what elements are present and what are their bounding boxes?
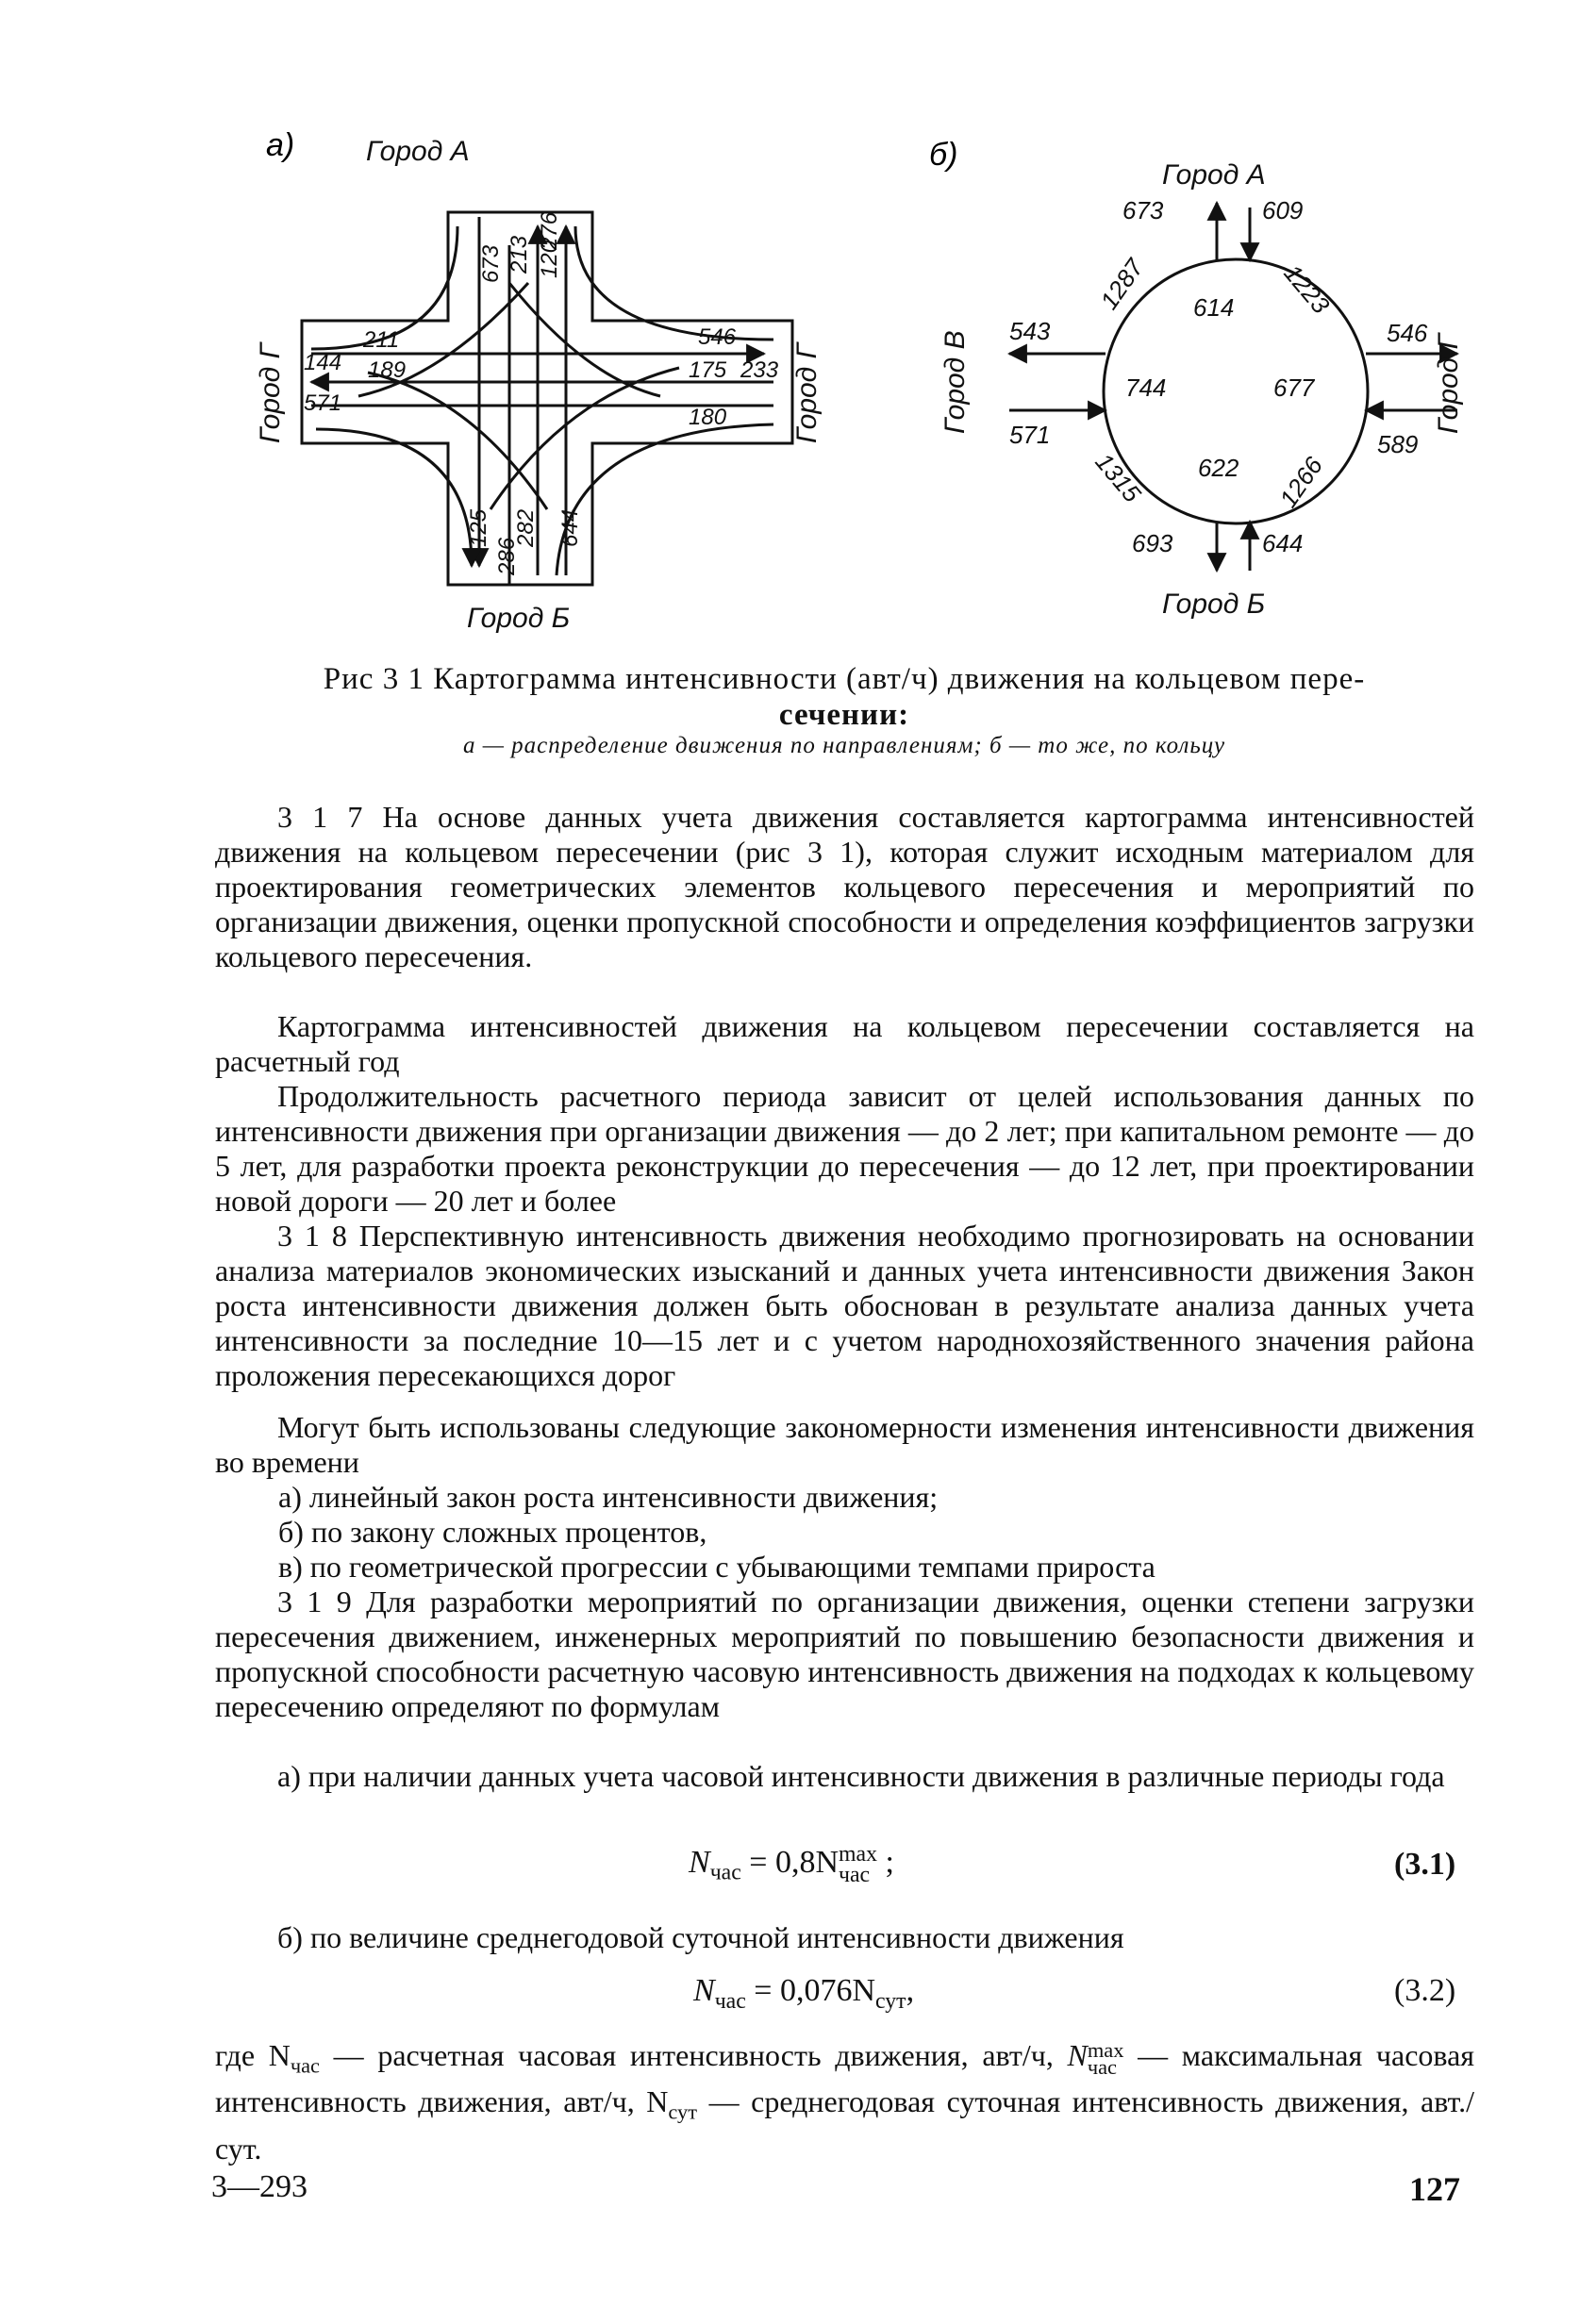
paragraph-mogut: Могут быть использованы следующие закономерности изменения интенсивности движения во времени [215,1410,1474,1479]
left-bottom-value: 282 [513,508,539,547]
paragraph-prodolzhitelnost: Продолжительность расчетного периода зависит от целей использования данных по интенсивности движения при организации движения — до 2 лет; при капитальном ремонте — до 5 лет, для разработки проекта реконструкции до пересечения — до 12 лет, при проектировании новой дороги — 20 лет и более [215,1079,1474,1218]
right-right-in: 589 [1377,430,1419,458]
right-left-out: 543 [1009,317,1051,345]
paragraph-where: где $N_{час}$ — расчетная часовая интенсивность движения, авт/ч, N max час — максимальная часовая интенсивность движения, авт/ч, $N_{сут}$ — среднегодовая суточная интенсивность движения, авт./сут. [215,2037,1475,2166]
figure-3-1 [0,0,1596,641]
right-city-top: Город А [1162,159,1266,191]
right-city-right: Город Г [1433,334,1464,434]
formula-3-2: $N_{час} = 0,076N_{сут}$, [693,1973,915,2014]
ring-se: 1266 [1273,451,1329,513]
ring-sw: 1315 [1089,447,1147,508]
left-city-left: Город Г [255,343,286,443]
figure-label-b: б) [929,137,958,173]
list-item-b: б) по закону сложных процентов, [278,1515,707,1549]
page-number: 127 [1409,2170,1460,2208]
inner-left: 744 [1125,373,1167,402]
left-top-value: 213 [507,235,532,274]
left-right-value: 546 [698,324,737,350]
left-right-value: 180 [689,405,727,430]
inner-top: 614 [1193,293,1235,322]
inner-bottom: 622 [1198,454,1239,482]
right-bottom-out: 693 [1132,529,1173,557]
left-right-value: 175 [689,357,727,383]
list-item-a: а) линейный закон роста интенсивности движения; [278,1480,939,1514]
figure-caption-line1: Рис 3 1 Картограмма интенсивности (авт/ч) движения на кольцевом пере- [323,662,1366,696]
paragraph-3-1-9: 3 1 9 Для разработки мероприятий по организации движения, оценки степени загрузки пересечения движением, инженерных мероприятий по повышению безопасности движения и пропускной способности расчетную часовую интенсивность движения на подходах к кольцевому пересечению определяют по формулам [215,1585,1474,1723]
formula-3-1: $N_{час} = 0,8N$ max час ; [689,1842,894,1887]
left-left-value: 211 [363,327,400,353]
left-left-value: 571 [304,390,342,416]
left-bottom-value: 286 [494,537,520,575]
ring-nw: 1287 [1094,253,1150,315]
left-top-value: 276 [537,211,562,250]
ring-ne: 1223 [1278,258,1336,320]
paragraph-3-1-7: 3 1 7 На основе данных учета движения составляется картограмма интенсивностей движения на кольцевом пересечении (рис 3 1), которая служит исходным материалом для проектирования геометрических элементов кольцевого пересечения и мероприятий по организации движения, оценки пропускной способности и определения коэффициентов загрузки кольцевого пересечения. [215,800,1474,973]
left-top-value: 673 [478,244,504,283]
ring-diagram [1009,203,1457,571]
left-bottom-value: 125 [466,508,491,547]
inner-right: 677 [1273,373,1315,402]
page-signature: 3—293 [211,2169,308,2204]
right-top-out: 609 [1262,196,1304,224]
left-right-value: 233 [740,357,779,383]
right-bottom-in: 644 [1262,529,1304,557]
right-top-in: 673 [1122,196,1164,224]
figure-caption-line2: сечении: [778,698,910,732]
figure-label-a: а) [266,127,295,163]
paragraph-b-po-velichine: б) по величине среднегодовой суточной интенсивности движения [277,1920,1124,1954]
figure-caption-sub: а — распределение движения по направлениям; б — то же, по кольцу [462,733,1226,758]
list-item-v: в) по геометрической прогрессии с убывающими темпами прироста [278,1550,1155,1584]
paragraph-a-pri-nalichii: а) при наличии данных учета часовой интенсивности движения в различные периоды года [277,1759,1445,1793]
left-left-value: 189 [368,357,407,383]
right-left-in: 571 [1009,421,1051,449]
left-city-top: Город А [366,136,470,167]
left-top-value: 120 [537,240,562,278]
right-city-bottom: Город Б [1162,589,1266,620]
left-city-right: Город Г [791,343,823,443]
left-city-bottom: Город Б [467,603,571,634]
formula-3-2-number: (3.2) [1394,1973,1456,2008]
left-left-value: 144 [304,350,342,375]
paragraph-3-1-8: 3 1 8 Перспективную интенсивность движения необходимо прогнозировать на основании анализа материалов экономических изысканий и данных учета интенсивности движения Закон роста интенсивности движения должен быть обоснован в результате анализа данных учета интенсивности за последние 10—15 лет и с учетом народнохозяйственного значения района проложения пересекающихся дорог [215,1219,1474,1392]
paragraph-kartogramma: Картограмма интенсивностей движения на кольцевом пересечении составляется на расчетный год [215,1009,1474,1078]
left-bottom-value: 644 [557,508,583,547]
right-right-out: 546 [1387,319,1428,347]
formula-3-1-number: (3.1) [1394,1847,1456,1882]
right-city-left: Город В [939,330,971,434]
